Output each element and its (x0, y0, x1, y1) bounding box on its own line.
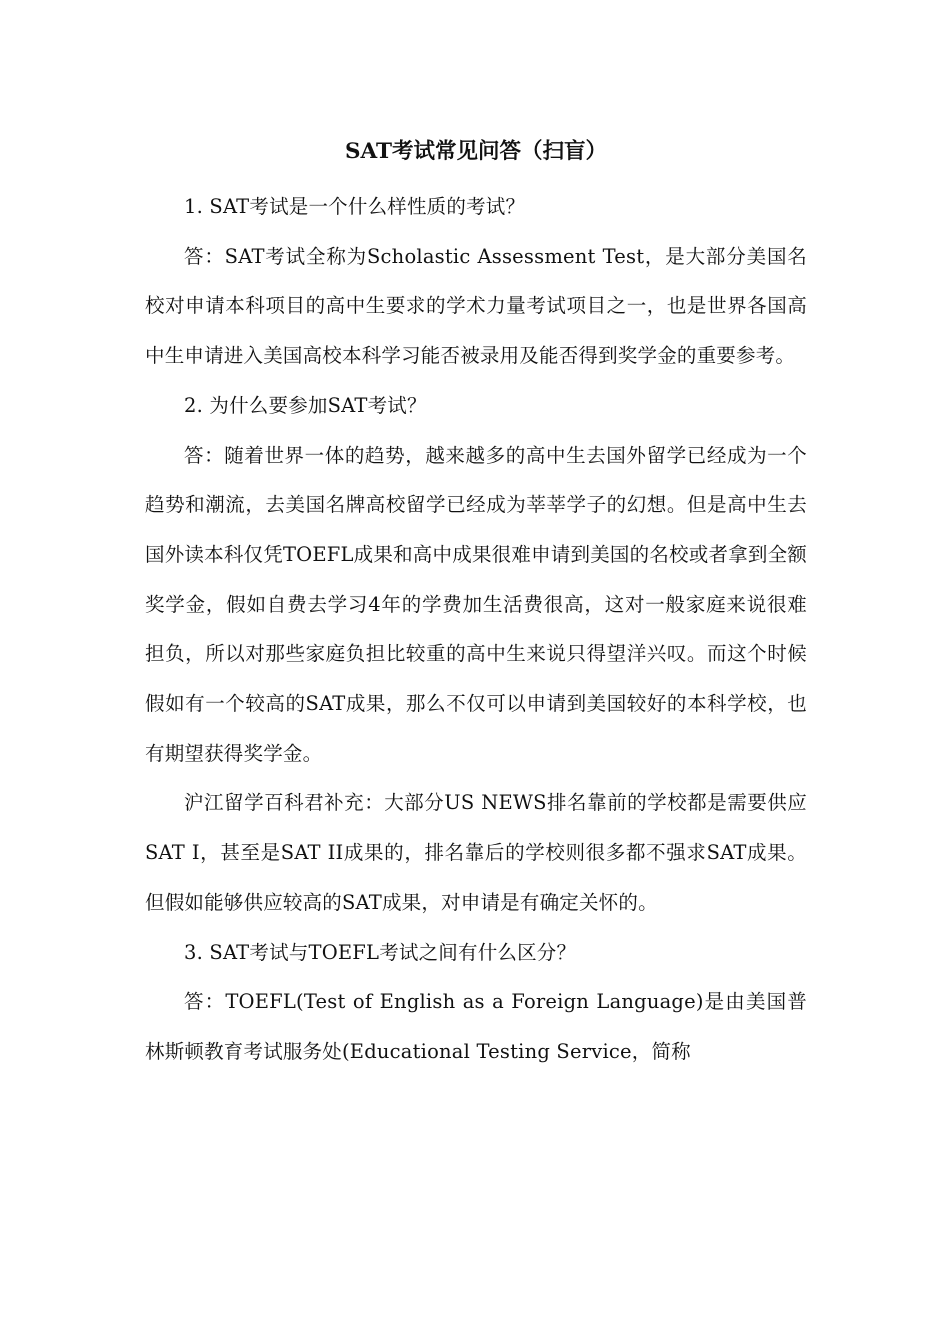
supplement-note: 沪江留学百科君补充：大部分US NEWS排名靠前的学校都是需要供应SAT I，甚至是SAT II成果的，排名靠后的学校则很多都不强求SAT成果。但假如能够供应较高的SAT成果，对申请是有确定关怀的。 (145, 791, 807, 914)
answer-1: 答：SAT考试全称为Scholastic Assessment Test，是大部分美国名校对申请本科项目的高中生要求的学术力量考试项目之一，也是世界各国高中生申请进入美国高校本科学习能否被录用及能否得到奖学金的重要参考。 (145, 244, 807, 368)
answer-3: 答：TOEFL(Test of English as a Foreign Language)是由美国普林斯顿教育考试服务处(Educational Testing Service，简称 (145, 990, 807, 1063)
document-title: SAT考试常见问答（扫盲） (344, 139, 608, 164)
question-2: 2. 为什么要参加SAT考试？ (184, 393, 427, 417)
question-3: 3. SAT考试与TOEFL考试之间有什么区分？ (184, 940, 577, 964)
answer-2: 答：随着世界一体的趋势，越来越多的高中生去国外留学已经成为一个趋势和潮流，去美国名牌高校留学已经成为莘莘学子的幻想。但是高中生去国外读本科仅凭TOEFL成果和高中成果很难申请到美国的名校或者拿到全额奖学金，假如自费去学习4年的学费加生活费很高，这对一般家庭来说很难担负，所以对那些家庭负担比较重的高中生来说只得望洋兴叹。而这个时候假如有一个较高的SAT成果，那么不仅可以申请到美国较好的本科学校，也有期望获得奖学金。 (145, 443, 807, 765)
document-body (145, 134, 807, 1077)
question-1: 1. SAT考试是一个什么样性质的考试？ (184, 195, 526, 218)
